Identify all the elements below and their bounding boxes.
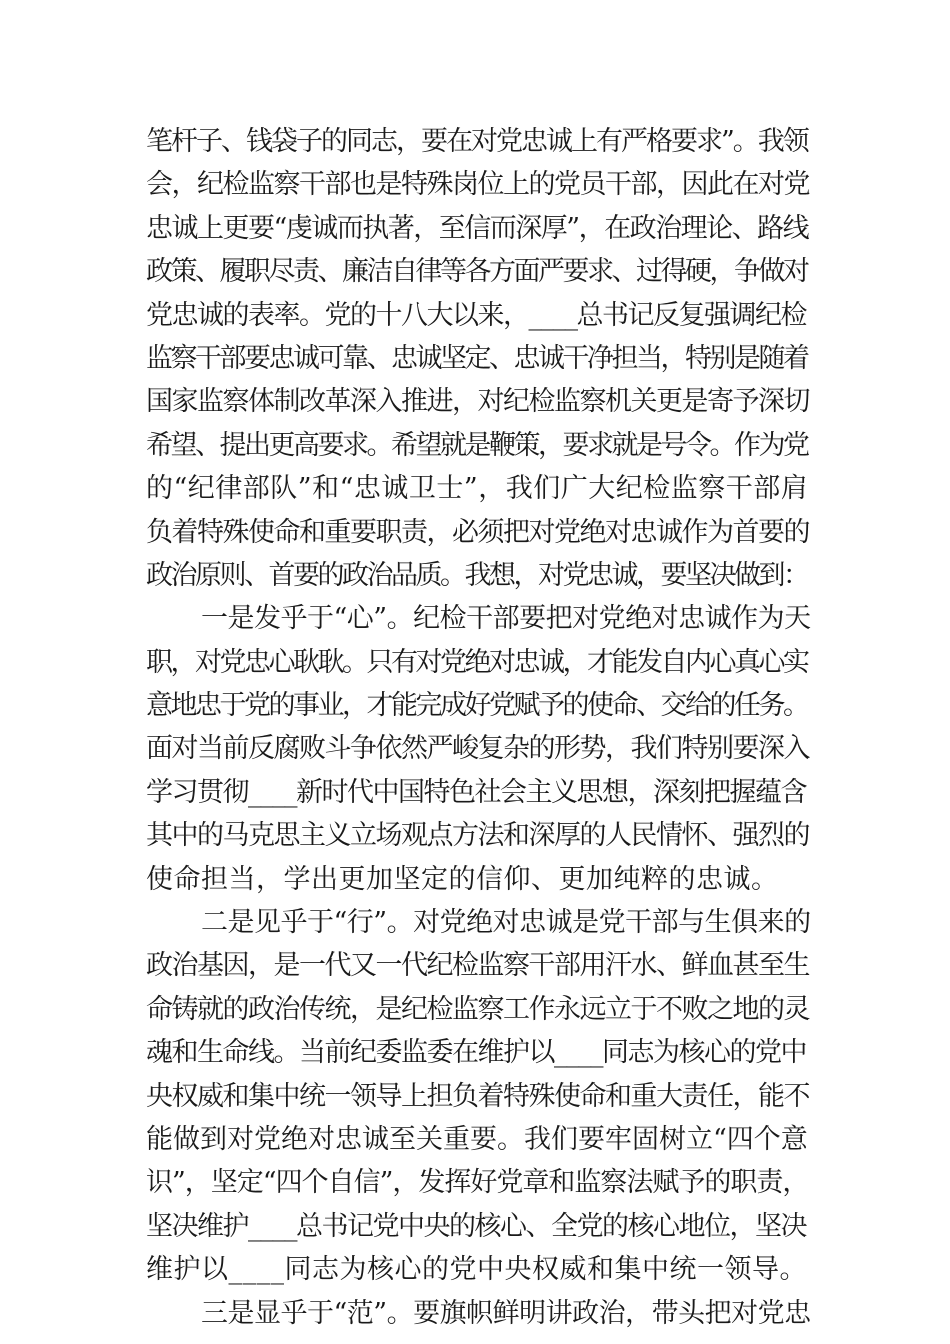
text-line: 国家监察体制改革深入推进，对纪检监察机关更是寄予深切 [146, 386, 809, 418]
text-line: 央权威和集中统一领导上担负着特殊使命和重大责任，能不 [146, 1080, 809, 1112]
text-line: 维护以____同志为核心的党中央权威和集中统一领导。 [146, 1254, 807, 1286]
text-line: 党忠诚的表率。党的十八大以来，____总书记反复强调纪检 [146, 299, 806, 331]
text-line: 笔杆子、钱袋子的同志，要在对党忠诚上有严格要求”。我领 [146, 126, 808, 157]
text-line: 监察干部要忠诚可靠、忠诚坚定、忠诚干净担当，特别是随着 [146, 342, 808, 374]
text-line: 希望、提出更高要求。希望就是鞭策，要求就是号令。作为党 [146, 429, 808, 461]
paragraph-heading-line: 二是见乎于“行”。对党绝对忠诚是党干部与生俱来的 [201, 907, 811, 939]
paragraph-heading-line: 一是发乎于“心”。纪检干部要把对党绝对忠诚作为天 [201, 603, 811, 635]
text-line: 职，对党忠心耿耿。只有对党绝对忠诚，才能发自内心真心实 [146, 646, 808, 678]
document-body [146, 120, 811, 1335]
text-line: 坚决维护____总书记党中央的核心、全党的核心地位，坚决 [146, 1210, 806, 1242]
text-line: 识”，坚定“四个自信”，发挥好党章和监察法赋予的职责， [146, 1167, 809, 1199]
text-line: 负着特殊使命和重要职责，必须把对党绝对忠诚作为首要的 [146, 516, 809, 548]
text-line: 的“纪律部队”和“忠诚卫士”，我们广大纪检监察干部肩 [146, 473, 809, 505]
text-line: 其中的马克思主义立场观点方法和深厚的人民情怀、强烈的 [146, 820, 809, 852]
text-line: 会，纪检监察干部也是特殊岗位上的党员干部，因此在对党 [146, 169, 809, 201]
text-line: 政治基因，是一代又一代纪检监察干部用汗水、鲜血甚至生 [146, 950, 809, 982]
paragraph-heading-line: 三是显乎于“范”。要旗帜鲜明讲政治，带头把对党忠 [201, 1297, 811, 1329]
text-line: 魂和生命线。当前纪委监委在维护以____同志为核心的党中 [146, 1037, 806, 1069]
text-line: 忠诚上更要“虔诚而执著，至信而深厚”，在政治理论、路线 [146, 212, 809, 244]
text-line: 使命担当，学出更加坚定的信仰、更加纯粹的忠诚。 [146, 863, 779, 895]
text-line: 学习贯彻____新时代中国特色社会主义思想，深刻把握蕴含 [146, 776, 806, 808]
text-line: 意地忠于党的事业，才能完成好党赋予的使命、交给的任务。 [146, 690, 808, 722]
text-line: 政治原则、首要的政治品质。我想，对党忠诚，要坚决做到： [146, 559, 808, 591]
text-line: 面对当前反腐败斗争依然严峻复杂的形势，我们特别要深入 [146, 733, 809, 765]
text-line: 政策、履职尽责、廉洁自律等各方面严要求、过得硬，争做对 [146, 256, 808, 288]
text-line: 能做到对党绝对忠诚至关重要。我们要牢固树立“四个意 [146, 1123, 808, 1155]
text-line: 命铸就的政治传统，是纪检监察工作永远立于不败之地的灵 [146, 993, 809, 1025]
